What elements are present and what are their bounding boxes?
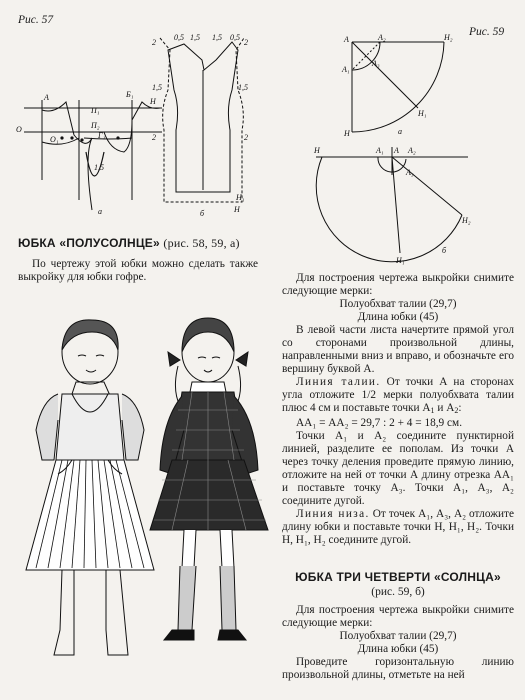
svg-text:О₁: О₁ <box>50 135 59 144</box>
svg-text:О: О <box>16 125 22 134</box>
svg-text:А: А <box>344 35 349 44</box>
svg-text:А₁: А₁ <box>342 65 350 74</box>
section2-horizontal-line-paragraph: Проведите горизонтальную линию произвольной длины, отметьте на ней <box>282 656 514 681</box>
svg-text:1,5: 1,5 <box>212 33 222 42</box>
svg-text:2: 2 <box>152 133 156 142</box>
svg-text:Н: Н <box>314 146 320 155</box>
svg-text:2: 2 <box>244 133 248 142</box>
connect-points-paragraph: Точки А₁ и А₂ соедините пунктирной линией, разделите ее пополам. Из точки А через точку деления проведите прямую линию, отложите на ней от точки А длину отрезка АА₁ и поставьте точку А₃. Точки А₁, А₃, А₂ соедините дугой. <box>282 430 514 507</box>
section1-title: ЮБКА «ПОЛУСОЛНЦЕ» (рис. 58, 59, а) <box>18 236 240 250</box>
waist-line-text: От точки А на сторонах угла отложите 1/2 мерки полуобхвата талии плюс 4 см и поставьте точки <box>282 376 514 414</box>
svg-text:А₃: А₃ <box>372 59 380 68</box>
girls-illustration <box>12 310 272 695</box>
svg-text:А₁: А₁ <box>376 146 384 155</box>
fig59a-quarter-circle <box>340 33 453 138</box>
svg-text:1,5: 1,5 <box>94 163 104 172</box>
fig59b-three-quarter-circle <box>312 145 472 265</box>
svg-text:1,5: 1,5 <box>238 83 248 92</box>
svg-text:А₂: А₂ <box>408 146 416 155</box>
hem-line-text: От точек А₁, А₃, А₂ отложите длину юбки и поставьте точки Н, Н₁, Н₂. Точки Н, Н₁, Н₂ соедините дугой. <box>282 508 514 546</box>
right-angle-paragraph: В левой части листа начертите прямой угол со сторонами произвольной длины, направленными вниз и вправо, и обозначьте его вершину буквой А. <box>282 324 514 375</box>
hem-line-paragraph <box>282 508 514 547</box>
fig57-sub-label: а <box>98 207 102 216</box>
svg-text:2: 2 <box>152 38 156 47</box>
svg-text:П₂: П₂ <box>91 121 100 130</box>
section2-body <box>282 604 514 682</box>
svg-text:Н₂: Н₂ <box>444 33 453 42</box>
svg-text:0,5: 0,5 <box>230 33 240 42</box>
svg-text:Н₁: Н₁ <box>236 193 245 202</box>
svg-text:2: 2 <box>244 38 248 47</box>
measure-length: Длина юбки (45) <box>357 311 439 323</box>
svg-text:Г₁: Г₁ <box>98 131 106 140</box>
svg-text:Б₁: Б₁ <box>126 90 134 99</box>
svg-text:Н₂: Н₂ <box>462 216 471 225</box>
svg-text:А: А <box>394 146 399 155</box>
svg-text:Н: Н <box>234 205 240 214</box>
svg-text:А₃: А₃ <box>406 168 414 177</box>
waist-line-heading: Линия талии. <box>296 376 381 388</box>
waist-line-paragraph: Линия талии. От точки А на сторонах угла отложите 1/2 мерки полуобхвата талии плюс 4 см и поставьте точки $А_1$ и $А_2$: <box>282 376 514 415</box>
section1-intro: По чертежу этой юбки можно сделать также выкройку для юбки гофре. <box>18 258 258 283</box>
svg-text:А: А <box>44 93 49 102</box>
svg-text:Н: Н <box>150 97 156 106</box>
svg-text:0,5: 0,5 <box>174 33 184 42</box>
measure-waist: Полуобхват талии (29,7) <box>339 298 457 310</box>
section2-measure-length: Длина юбки (45) <box>357 643 439 655</box>
fig57-bodice-pattern <box>14 80 164 220</box>
section2-measure-waist: Полуобхват талии (29,7) <box>339 630 457 642</box>
hem-line-heading: Линия низа. <box>296 508 370 520</box>
section2-ref: (рис. 59, б) <box>371 586 425 598</box>
fig59-caption: Рис. 59 <box>469 26 505 38</box>
svg-text:Н₁: Н₁ <box>418 109 427 118</box>
svg-text:1,5: 1,5 <box>190 33 200 42</box>
section2-title: ЮБКА ТРИ ЧЕТВЕРТИ «СОЛНЦА» <box>295 570 501 584</box>
fig57-caption: Рис. 57 <box>18 14 54 26</box>
svg-text:Н: Н <box>344 129 350 138</box>
fig59b-sub-label: б <box>442 246 447 255</box>
section2-measurements-intro: Для построения чертежа выкройки снимите следующие мерки: <box>282 604 514 629</box>
svg-text:1,5: 1,5 <box>152 83 162 92</box>
right-column <box>282 272 514 547</box>
measurements-intro: Для построения чертежа выкройки снимите следующие мерки: <box>282 272 514 297</box>
svg-text:П₁: П₁ <box>91 106 100 115</box>
svg-text:А₂: А₂ <box>378 33 386 42</box>
svg-text:Н₁: Н₁ <box>396 256 405 265</box>
fig59a-sub-label: а <box>398 127 402 136</box>
fig58-pattern-pieces <box>150 30 250 220</box>
formula: АА₁ = АА₂ = 29,7 : 2 + 4 = 18,9 см. <box>296 417 463 429</box>
fig58-sub-label: б <box>200 209 205 218</box>
